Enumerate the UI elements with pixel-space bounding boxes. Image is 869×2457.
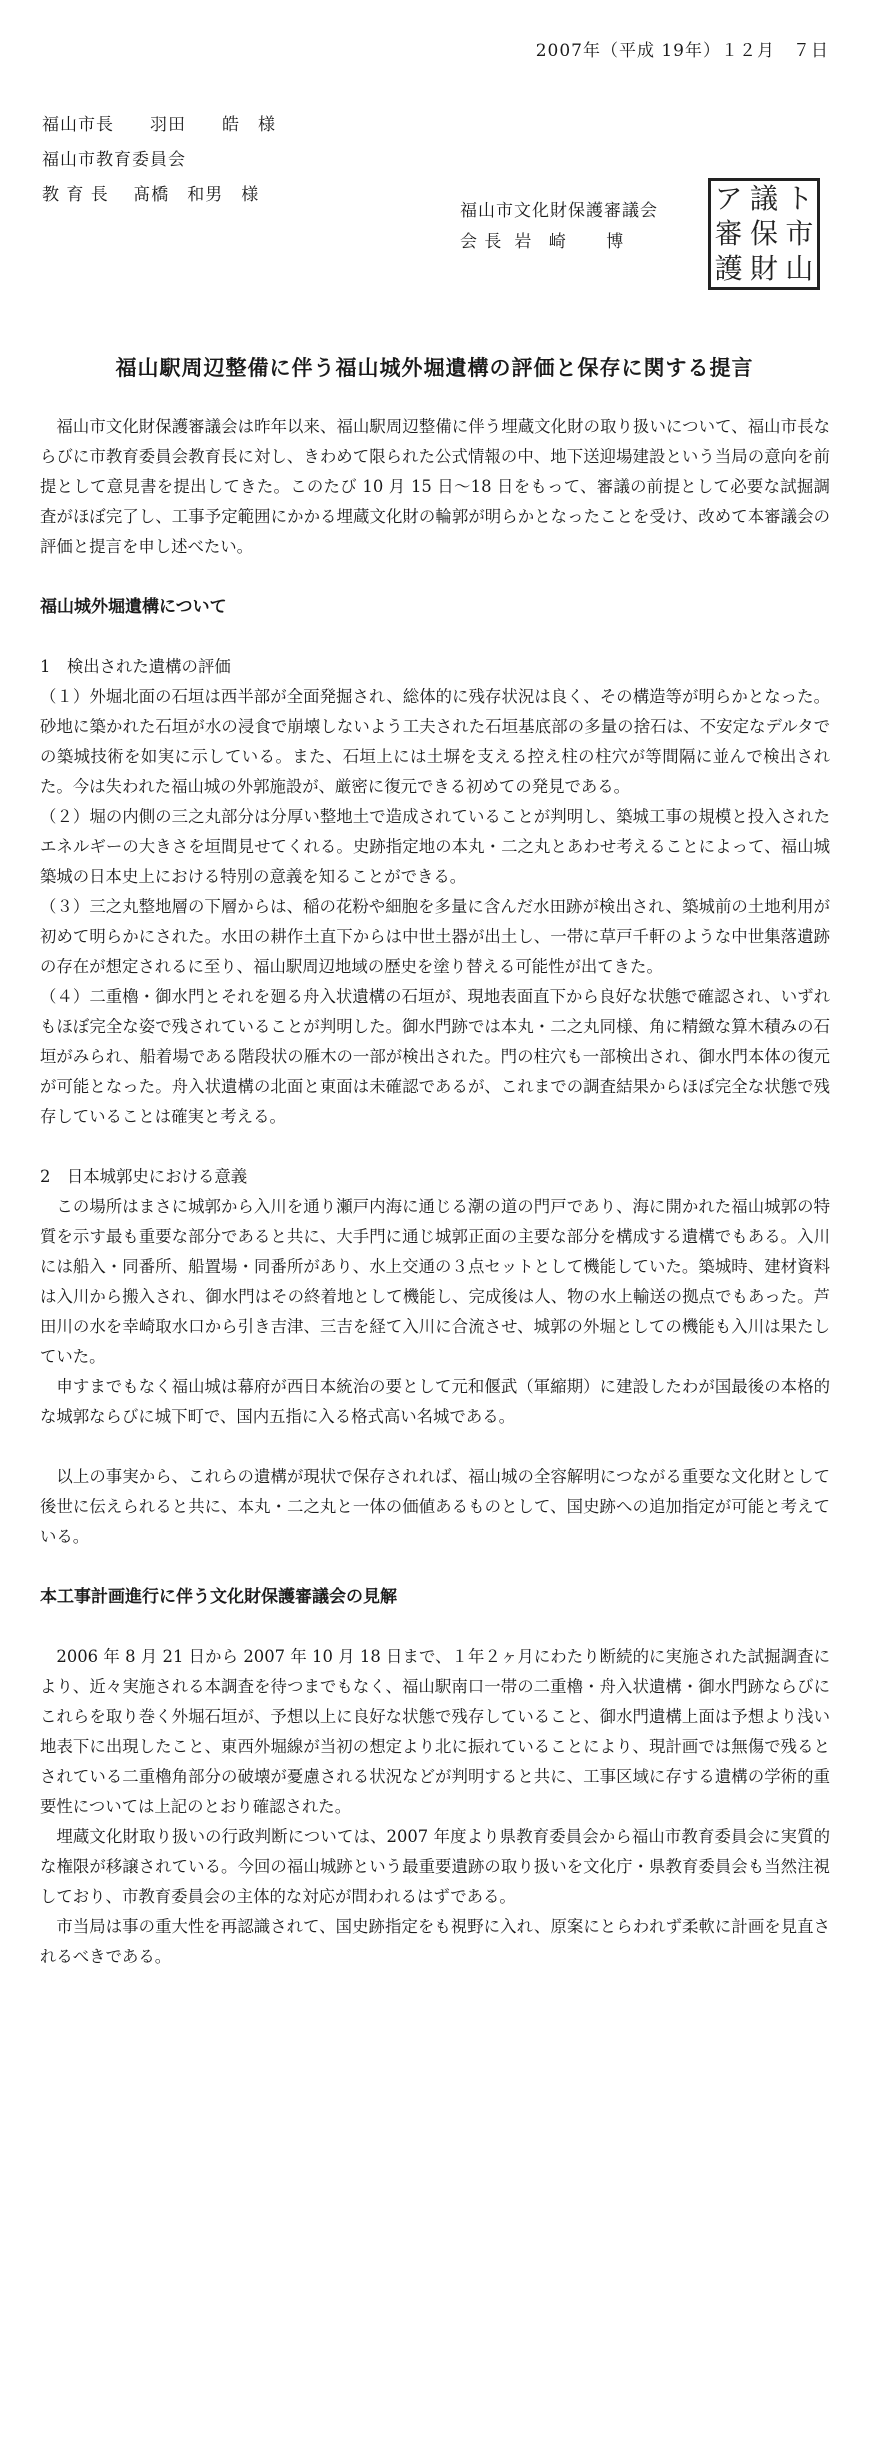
sender-org: 福山市文化財保護審議会 (460, 201, 658, 221)
conclusion-paragraph: 以上の事実から、これらの遺構が現状で保存されれば、福山城の全容解明につながる重要な文化財として後世に伝えられると共に、本丸・二之丸と一体の価値あるものとして、国史跡への追加指定が可能と考えている。 (40, 1467, 830, 1546)
intro-paragraph: 福山市文化財保護審議会は昨年以来、福山駅周辺整備に伴う埋蔵文化財の取り扱いについて、福山市長ならびに市教育委員会教育長に対し、きわめて限られた公式情報の中、地下送迎場建設という当局の意向を前提として意見書を提出してきた。このたび 10 月 15 日～18 日をもって、審議の前提として必要な試掘調査がほぼ完了し、工事予定範囲にかかる埋蔵文化財の輪郭が明らかとなったことを受け、改めて本審議会の評価と提言を申し述べたい。 (40, 417, 830, 556)
list-item: （４）二重櫓・御水門とそれを廻る舟入状遺構の石垣が、現地表面直下から良好な状態で確認され、いずれもほぼ完全な姿で残されていることが判明した。御水門跡では本丸・二之丸同様、角に精緻な算木積みの石垣がみられ、船着場である階段状の雁木の一部が検出された。門の柱穴も一部検出され、御水門本体の復元が可能となった。舟入状遺構の北面と東面は未確認であるが、これまでの調査結果からほぼ完全な状態で残存していることは確実と考える。 (40, 987, 830, 1126)
document-body (40, 412, 830, 1972)
recipient-line: 福山市教育委員会 (42, 150, 186, 170)
sender-block (460, 196, 658, 258)
paragraph: 埋蔵文化財取り扱いの行政判断については、2007 年度より県教育委員会から福山市教育委員会に実質的な権限が移譲されている。今回の福山城跡という最重要遺跡の取り扱いを文化庁・県教育委員会も当然注視しており、市教育委員会の主体的な対応が問われるはずである。 (40, 1827, 830, 1906)
document-date: 2007年（平成 19年）１２月 ７日 (535, 41, 829, 61)
recipient-block (42, 108, 276, 213)
seal-char: 議 (749, 181, 778, 215)
section-heading: 福山城外堀遺構について (40, 597, 227, 617)
seal-char: 護 (714, 252, 743, 286)
document-title: 福山駅周辺整備に伴う福山城外堀遺構の評価と保存に関する提言 (115, 355, 754, 380)
paragraph: 2006 年 8 月 21 日から 2007 年 10 月 18 日まで、１年２ヶ月にわたり断続的に実施された試掘調査により、近々実施される本調査を待つまでもなく、福山駅南口一帯の二重櫓・舟入状遺構・御水門跡ならびにこれらを取り巻く外堀石垣が、予想以上に良好な状態で残存していること、御水門遺構上面は予想より浅い地表下に出現したこと、東西外堀線が当初の想定より北に振れていることにより、現計画では無傷で残るとされている二重櫓角部分の破壊が憂慮される状況などが判明すると共に、工事区域に存する遺構の学術的重要性については上記のとおり確認された。 (40, 1647, 830, 1816)
list-item: （２）堀の内側の三之丸部分は分厚い整地土で造成されていることが判明し、築城工事の規模と投入されたエネルギーの大きさを垣間見せてくれる。史跡指定地の本丸・二之丸とあわせ考えることによって、福山城築城の日本史上における特別の意義を知ることができる。 (40, 807, 830, 886)
seal-char: ト (785, 181, 814, 215)
recipient-line: 福山市長 羽田 皓 様 (42, 115, 276, 135)
list-item: （３）三之丸整地層の下層からは、稲の花粉や細胞を多量に含んだ水田跡が検出され、築城前の土地利用が初めて明らかにされた。水田の耕作土直下からは中世土器が出土し、一帯に草戸千軒のような中世集落遺跡の存在が想定されるに至り、福山駅周辺地域の歴史を塗り替える可能性が出てきた。 (40, 897, 830, 976)
paragraph: 申すまでもなく福山城は幕府が西日本統治の要として元和偃武（軍縮期）に建設したわが国最後の本格的な城郭ならびに城下町で、国内五指に入る格式高い名城である。 (40, 1377, 830, 1426)
seal-char: 市 (785, 216, 814, 250)
sender-name: 岩 崎 博 (514, 232, 630, 252)
official-seal (708, 178, 820, 290)
subsection-heading: 1 検出された遺構の評価 (40, 657, 231, 676)
section-heading: 本工事計画進行に伴う文化財保護審議会の見解 (40, 1587, 397, 1607)
seal-char: 山 (785, 252, 814, 286)
paragraph: この場所はまさに城郭から入川を通り瀬戸内海に通じる潮の道の門戸であり、海に開かれた福山城郭の特質を示す最も重要な部分であると共に、大手門に通じ城郭正面の主要な部分を構成する遺構でもある。入川には船入・同番所、船置場・同番所があり、水上交通の３点セットとして機能していた。築城時、建材資料は入川から搬入され、御水門はその終着地として機能し、完成後は人、物の水上輸送の拠点でもあった。芦田川の水を幸崎取水口から引き吉津、三吉を経て入川に合流させ、城郭の外堀としての機能も入川は果たしていた。 (40, 1197, 830, 1366)
list-item: （１）外堀北面の石垣は西半部が全面発掘され、総体的に残存状況は良く、その構造等が明らかとなった。砂地に築かれた石垣が水の浸食で崩壊しないよう工夫された石垣基底部の多量の捨石は、不安定なデルタでの築城技術を如実に示している。また、石垣上には土塀を支える控え柱の柱穴が等間隔に並んで検出された。今は失われた福山城の外郭施設が、厳密に復元できる初めての発見である。 (40, 687, 830, 796)
seal-char: 保 (749, 216, 778, 250)
seal-char: 財 (749, 252, 778, 286)
recipient-line: 教 育 長 髙橋 和男 様 (42, 185, 260, 205)
seal-char: ア (714, 181, 743, 215)
paragraph: 市当局は事の重大性を再認識されて、国史跡指定をも視野に入れ、原案にとらわれず柔軟に計画を見直されるべきである。 (40, 1917, 830, 1966)
subsection-heading: 2 日本城郭史における意義 (40, 1167, 248, 1186)
sender-title: 会 長 (460, 232, 503, 252)
seal-char: 審 (714, 216, 743, 250)
